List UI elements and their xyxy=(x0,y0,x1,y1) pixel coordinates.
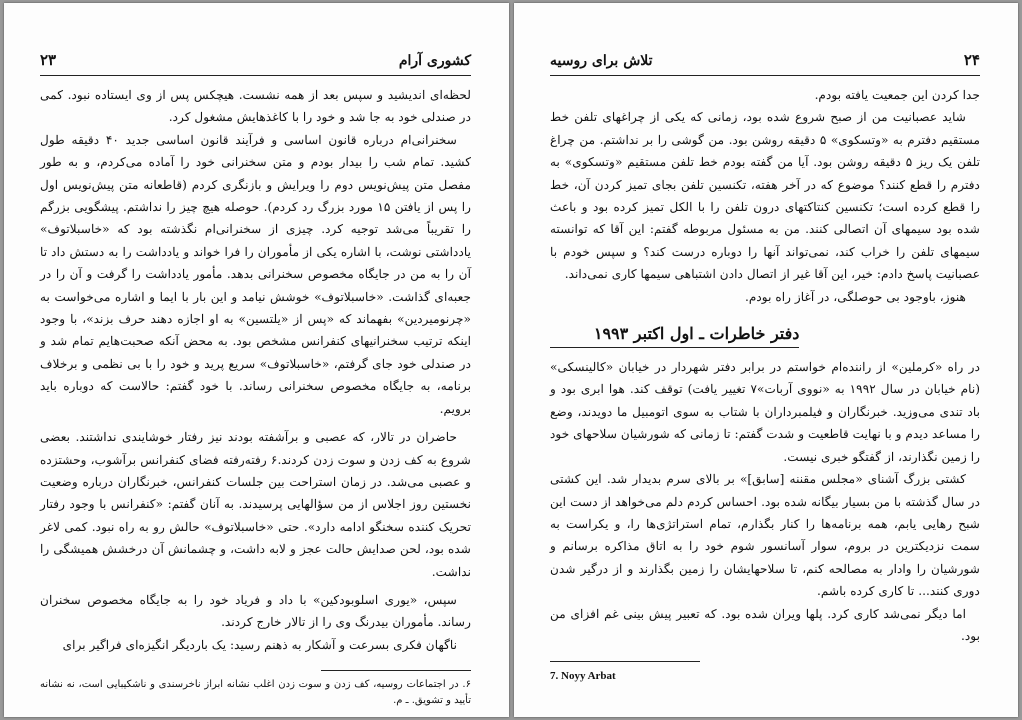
left-page xyxy=(4,3,509,717)
right-paragraph-5: کشتی بزرگ آشنای «مجلس مقننه [سابق]» بر بالای سرم بدیدار شد. این کشتی در سال گذشته با من بسیار بیگانه شده بود. احساس کردم دلم می‌خواهد از دست این شبح رهایی یابم، همه برنامه‌ها را کنار بگذارم، تمام استراتژی‌ها را، و یکراست به سمت نزدیکترین در بروم، سوار آسانسور شوم خود را به اتاق مذاکره برسانم و شورشیان را وادار به مصالحه کنم، تا سلاحهایشان را زمین بگذارند و از درگیر شدن دوری کنند... تا کاری کرده باشم. xyxy=(550,472,980,599)
left-paragraph-5: ناگهان فکری بسرعت و آشکار به ذهنم رسید: یک باردیگر انگیزه‌ای فراگیر برای xyxy=(62,637,457,652)
right-paragraph-6: اما دیگر نمی‌شد کاری کرد. پلها ویران شده بود. که تعبیر پیش بینی غم افزای من بود. xyxy=(550,606,980,643)
section-heading: دفتر خاطرات ـ اول اکتبر ۱۹۹۳ xyxy=(550,324,799,348)
right-page xyxy=(514,3,1018,717)
right-page-content xyxy=(550,51,980,707)
right-footnote-rule xyxy=(550,661,700,662)
right-body-text-bottom xyxy=(550,356,980,647)
right-paragraph-4: در راه «کرملین» از راننده‌ام خواستم در برابر دفتر شهردار در خیابان «کالینسکی» (نام خیابان در سال ۱۹۹۲ به «نووی آربات»۷ تغییر یافت) توقف کند. هوا ابری بود و باد تندی می‌وزید. خبرنگاران و فیلمبرداران با شتاب به سوی اتومبیل ما دویدند، وضع را مساعد دیدم و با نهایت قاطعیت و شدت گفتم: تا زمانی که شورشیان سلاحهای خود را زمین نگذارند، از گفتگو خبری نیست. xyxy=(550,360,980,464)
left-page-number: ۲۳ xyxy=(40,51,57,69)
left-running-head xyxy=(40,51,471,76)
left-paragraph-2: سخنرانی‌ام درباره قانون اساسی و فرآیند قانون اساسی جدید ۴۰ دقیقه طول کشید. تمام شب را بیدار بودم و متن سخنرانی خود را آماده می‌کردم، و به طور مفصل متن پیش‌نویس دوم را ویرایش و بازنگری کردم (قاطعانه متن پیش‌نویس اول را پس از یافتن ۱۵ مورد بزرگ رد کردم). حوصله هیچ چیز را نداشتم. پیشگویی بزرگم را تقریباً می‌شد توجیه کرد. چیزی از سخنرانی‌ام نگذشته بود که «خاسبلاتوف» یادداشتی نوشت، با اشاره یکی از مأموران را فرا خواند و یادداشت را به دستش داد تا آن را به من در جایگاه مخصوص سخنرانی بدهد. مأمور یادداشت را گرفت و آن را در جعبه‌ای گذاشت. «خاسبلاتوف» خوشش نیامد و این بار با ایما و اشاره می‌خواست به «چرنومیردین» بفهماند که «پس از «یلتسین» به او اجازه دهند حرف بزند»، با وجود اینکه ترتیب سخنرانیهای کنفرانس مشخص بود. به محض آنکه صحبت‌هایم تمام شد و در صندلی خود جای گرفتم، «خاسبلاتوف» سریع پرید و خود را با بی نظمی و برخلاف برنامه، به جایگاه مخصوص سخنرانی رساند. با خود گفتم: حالاست که دوباره باید برویم. xyxy=(40,132,472,416)
right-running-head xyxy=(550,51,980,76)
right-running-title: تلاش برای روسیه xyxy=(550,53,653,69)
left-running-title: کشوری آرام xyxy=(398,53,471,69)
left-page-content xyxy=(40,51,471,707)
right-paragraph-2: شاید عصبانیت من از صبح شروع شده بود، زمانی که یکی از چراغهای تلفن خط مستقیم دفترم به «وتسکوی» ۵ دقیقه روشن بود. من گوشی را بر نداشتم. من چراغ تلفن یک ریز ۵ دقیقه روشن بود. آیا من گفته بودم خط تلفن مستقیم «وتسکوی» به دفترم را قطع کنند؟ موضوع که در آخر هفته، تکنسین تلفن بجای تمیز کردن آن، خط را قطع کرده است؛ تکنسین کنتاکتهای درون تلفن را با الکل تمیز کرده بود و باعث شده بود سیمهای آن اتصالی کنند. من به مسئول مربوطه گفتم: این آقا که توانسته سیمهای تلفن را خراب کند، نمی‌تواند آنها را دوباره درست کند؟ و سپس خودم با عصبانیت پاسخ دادم: خیر، این آقا غیر از اتصال دادن اشتباهی سیمها کاری نمی‌داند. xyxy=(550,110,980,282)
right-footnote: 7. Noyy Arbat xyxy=(550,670,616,683)
left-paragraph-4: سپس، «یوری اسلوبودکین» با داد و فریاد خود را به جایگاه مخصوص سخنران رساند. مأموران بیدرنگ وی را از تالار خارج کردند. xyxy=(40,592,471,630)
right-paragraph-1: جدا کردن این جمعیت یافته بودم. xyxy=(814,88,980,102)
left-paragraph-1: لحظه‌ای اندیشید و سپس بعد از همه نشست. هیچکس پس از وی ایستاده نبود. کمی در صندلی خود به جا شد و خود را با کاغذهایش مشغول کرد. xyxy=(40,88,471,125)
left-footnote: ۶. در اجتماعات روسیه، کف زدن و سوت زدن اغلب نشانه ابراز ناخرسندی و ناشکیبایی است، نه نشانه تأیید و تشویق. ـ م. xyxy=(40,679,471,707)
left-footnote-rule xyxy=(321,670,471,671)
right-page-number: ۲۴ xyxy=(963,51,980,69)
right-body-text-top xyxy=(550,84,980,308)
right-paragraph-3: هنوز، باوجود بی حوصلگی، در آغاز راه بودم. xyxy=(744,289,966,304)
left-paragraph-3: حاضران در تالار، که عصبی و برآشفته بودند نیز رفتار خوشایندی نداشتند. بعضی شروع به کف زدن و سوت زدن کردند.۶ رفته‌رفته فضای کنفرانس برآشوب، وحشتزده و عصبی می‌شد. در زمان استراحت بین جلسات کنفرانس، خبرنگاران درباره وضعیت نخستین روز اجلاس از من سؤالهایی پرسیدند. به آنان گفتم: «کنفرانس با وجود رفتار تحریک کننده سخنگو ادامه دارد». حتی «خاسبلاتوف» حالش رو به راه نبود. کمی لاغر شده بود، لحن صدایش حالت عجز و لابه داشت، و چشمانش آن درخشش همیشگی را نداشت. xyxy=(40,430,471,579)
left-body-text xyxy=(40,84,471,656)
